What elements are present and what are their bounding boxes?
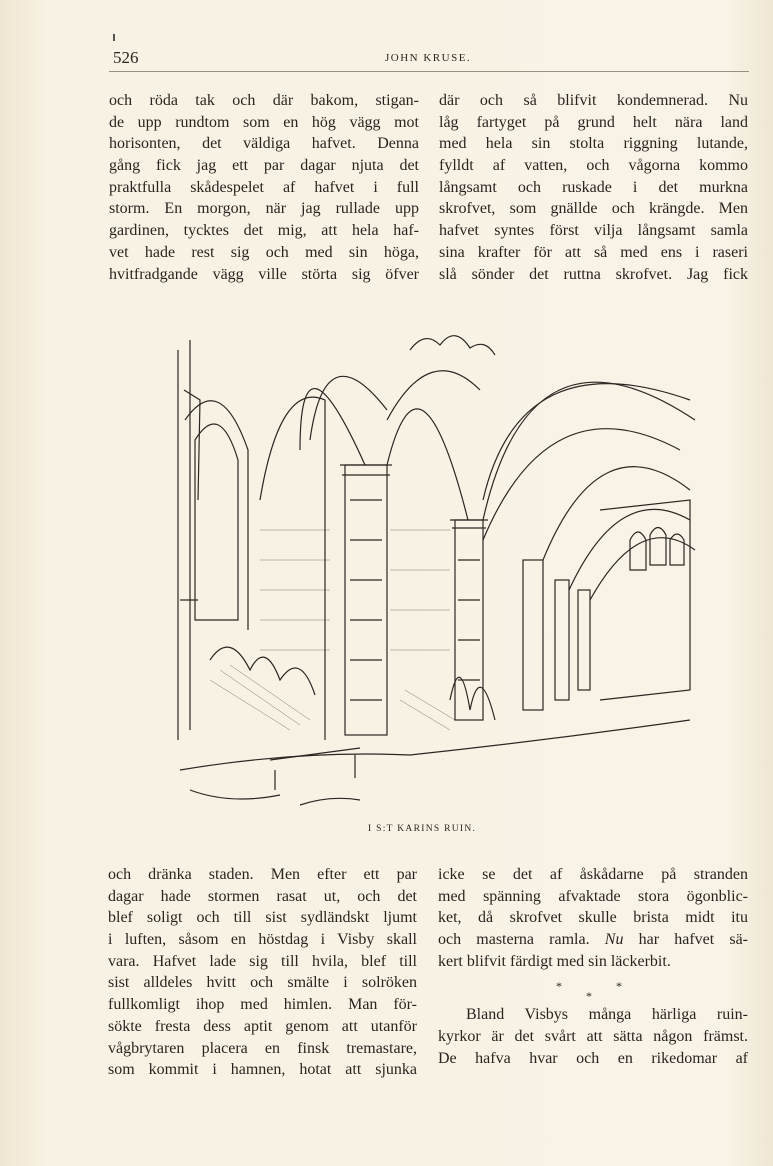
arch-2 (387, 409, 468, 520)
text-line: långsamt och ruskade i det murkna (439, 178, 748, 196)
text-line: gardinen, tycktes det mig, att hela haf- (109, 222, 419, 240)
text-line: där och så blifvit kondemnerad. Nu (439, 92, 748, 109)
text-line: hafvet syntes först vilja långsamt samla (439, 222, 748, 240)
far-pier (523, 560, 543, 710)
arch-left (260, 397, 325, 740)
church-ruin-illustration (150, 300, 700, 815)
front-pier (345, 465, 387, 735)
text-line: hvitfradgande vägg ville störta sig öfver (109, 265, 419, 283)
text-column-bottom-right (438, 864, 748, 1069)
italic-word: Nu (604, 931, 624, 949)
margin-mark (113, 34, 115, 41)
text-line: de upp rundtom som en hög vägg mot (109, 113, 419, 131)
running-head: JOHN KRUSE. (385, 52, 472, 64)
left-wall (178, 340, 190, 740)
text-line: med spänning afvaktade stora ögonblic- (438, 887, 748, 905)
text-line: slå sönder det ruttna skrofvet. Jag fick (439, 265, 748, 283)
text-line: kert blifvit färdigt med sin läckerbit. (438, 952, 671, 970)
text-line: gång fick jag ett par dagar njuta det (109, 157, 419, 175)
header-rule (109, 71, 749, 72)
text-column-top-left (109, 90, 419, 285)
text-line: sist alldeles hvitt och smälte i solröken (108, 974, 417, 992)
text-line: och röda tak och där bakom, stigan- (109, 92, 419, 109)
text-line: skrofvet, som gnällde och krängde. Men (439, 200, 748, 218)
text-line: vet hade rest sig och med sin höga, (109, 243, 419, 261)
text-line: vågbrytaren placera en finsk tremastare, (108, 1039, 417, 1057)
text-line (438, 929, 748, 951)
middle-pier (455, 520, 483, 720)
text-line: vara. Hafvet lade sig till hvila, blef till (108, 952, 417, 970)
text-line: De hafva hvar och en rikedomar af (438, 1049, 748, 1067)
text-line: i luften, såsom en höstdag i Visby skall (108, 931, 417, 949)
text-line: storm. En morgon, när jag rullade upp (109, 200, 419, 218)
text-line: fullkomligt ihop med himlen. Man för- (108, 996, 417, 1014)
shrubs (210, 647, 315, 695)
text-line: sina krafter för att så med ens i raseri (439, 243, 748, 261)
text-line: kyrkor är det svårt att sätta någon främst. (438, 1027, 748, 1045)
text-line: med hela sin stolta riggning lutande, (439, 135, 748, 153)
text-line: låg fartyget på grund helt nära land (439, 113, 748, 131)
text-line: sökte fresta dess aptit genom att utanför (108, 1017, 417, 1035)
text-segment: har hafvet sä- (623, 931, 749, 949)
text-line: horisonten, det väldiga hafvet. Denna (109, 135, 419, 153)
asterisk: * (616, 979, 622, 994)
arch-3 (483, 382, 695, 520)
arch-1 (300, 389, 365, 465)
text-line: Bland Visbys många härliga ruin- (466, 1006, 748, 1024)
text-line: blef soligt och till sist sydländskt ljumt (108, 909, 417, 927)
left-window (195, 424, 238, 620)
section-break (438, 972, 748, 1004)
text-line: ket, då skrofvet skulle brista midt itu (438, 909, 748, 927)
back-windows (630, 528, 684, 571)
figure-caption: I S:T KARINS RUIN. (368, 824, 477, 834)
asterisk: * (556, 979, 562, 994)
text-column-bottom-left (108, 864, 417, 1081)
asterisk: * (586, 989, 592, 1004)
page-header (109, 48, 749, 70)
foliage-top (410, 336, 495, 355)
text-line: fylldt af vatten, och vågorna kommo (439, 157, 748, 175)
text-line: icke se det af åskådarne på stranden (438, 866, 748, 883)
text-segment: och masterna ramla. (438, 931, 590, 949)
text-line: dagar hade stormen rasat ut, och det (108, 887, 417, 905)
ground-line (180, 720, 690, 770)
text-line: praktfulla skådespelet af hafvet i full (109, 178, 419, 196)
page-number: 526 (113, 48, 139, 67)
text-line: som kommit i hamnen, hotat att sjunka (108, 1061, 417, 1079)
text-column-top-right (439, 90, 748, 285)
text-line: och dränka staden. Men efter ett par (108, 866, 417, 883)
back-wall (600, 500, 690, 700)
